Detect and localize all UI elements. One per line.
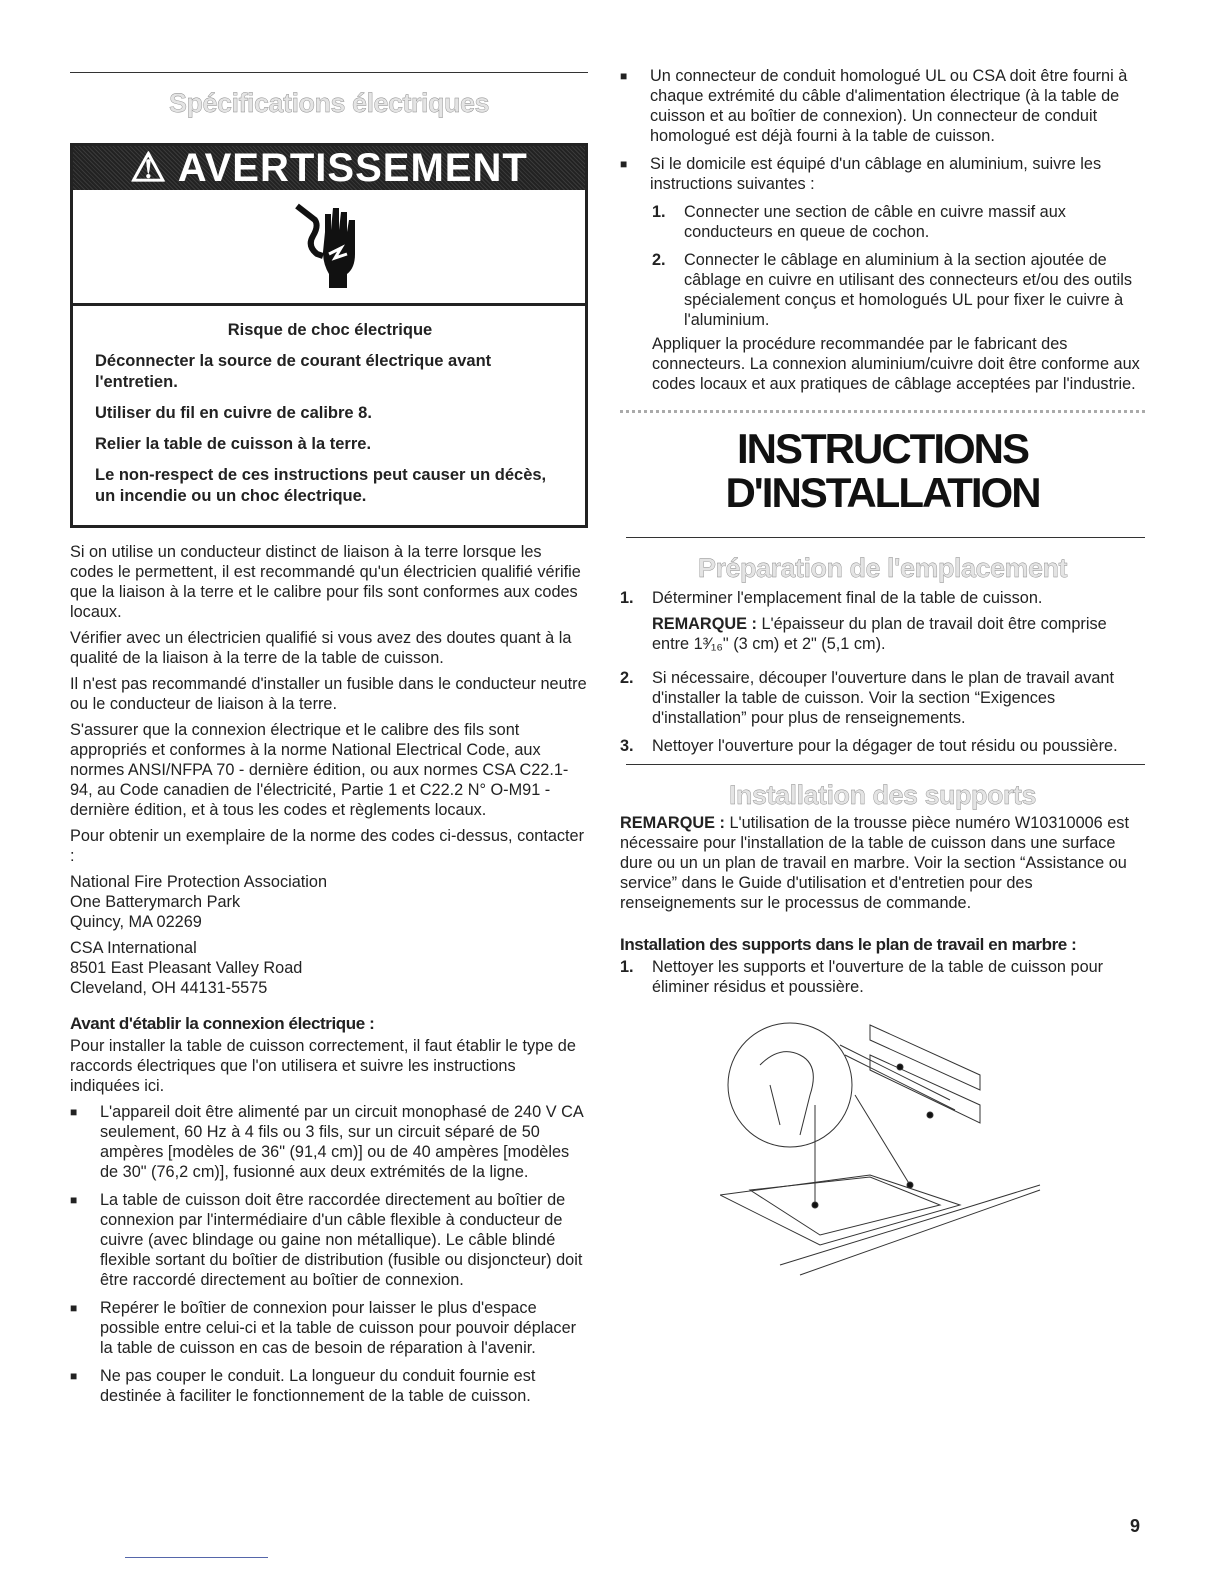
address-line: Quincy, MA 02269 — [70, 913, 202, 931]
note-text: L'épaisseur du plan de travail doit être comprise entre 1³⁄₁₆" (3 cm) et 2" (5,1 cm). — [652, 615, 1107, 653]
note-label: REMARQUE : — [620, 814, 725, 832]
bracket-installation-illustration — [720, 1005, 1145, 1290]
bullet-text: Ne pas couper le conduit. La longueur du conduit fournie est destinée à faciliter le fonctionnement de la table de cuisson. — [100, 1367, 536, 1405]
bullet-text: Si le domicile est équipé d'un câblage en aluminium, suivre les instructions suivantes : — [650, 155, 1102, 193]
paragraph: Il n'est pas recommandé d'installer un fusible dans le conducteur neutre ou le conducteur de liaison à la terre. — [70, 675, 587, 713]
title-line: INSTRUCTIONS — [737, 425, 1028, 472]
divider — [70, 72, 588, 73]
warning-header — [73, 146, 585, 190]
bullet-text: La table de cuisson doit être raccordée directement au boîtier de connexion par l'intermédiaire d'un câble flexible à conducteur de cuivre (avec blindage ou gaine non métallique). Le câble blindé flexible sortant du boîtier de distribution (fusible ou disjoncteur) doit être raccordé directement au boîtier de connexion. — [100, 1191, 583, 1289]
address-line: CSA International — [70, 939, 197, 957]
footer-line — [125, 1557, 268, 1558]
warning-subtitle: Risque de choc électrique — [227, 321, 433, 339]
bullet-icon: ■ — [70, 1105, 78, 1119]
warning-triangle-icon: ⚠ — [130, 146, 168, 190]
paragraph: Si on utilise un conducteur distinct de liaison à la terre lorsque les codes le permettent, il est recommandé qu'un électricien qualifié vérifie que la liaison à la terre et le calibre pour fils sont conformes aux codes locaux. — [70, 543, 581, 621]
note-label: REMARQUE : — [652, 615, 757, 633]
title-line: D'INSTALLATION — [725, 469, 1040, 516]
step-number: 2. — [652, 251, 666, 269]
warning-text — [73, 306, 585, 525]
page-number: 9 — [1130, 1516, 1141, 1536]
warning-line: Utiliser du fil en cuivre de calibre 8. — [95, 404, 372, 422]
right-column — [620, 66, 1145, 1290]
paragraph: Appliquer la procédure recommandée par le fabricant des connecteurs. La connexion aluminium/cuivre doit être conforme aux codes locaux et aux pratiques de câblage acceptées par l'industrie. — [652, 335, 1140, 393]
bullet-icon: ■ — [70, 1369, 78, 1383]
note-text: L'utilisation de la trousse pièce numéro W10310006 est nécessaire pour l'installation de la table de cuisson dans une surface dure ou un un plan de travail en marbre. Voir la section “Assistance ou service” dans le Guide d'utilisation et d'entretien pour des renseignements sur le processus de commande. — [620, 814, 1129, 912]
warning-line: Relier la table de cuisson à la terre. — [95, 435, 372, 453]
warning-line: Le non-respect de ces instructions peut causer un décès, un incendie ou un choc électrique. — [95, 466, 547, 505]
step-text: Si nécessaire, découper l'ouverture dans le plan de travail avant d'installer la table de cuisson. Voir la section “Exigences d'installation” pour plus de renseignements. — [652, 669, 1114, 727]
subheading: Installation des supports dans le plan de travail en marbre : — [620, 935, 1077, 954]
address-line: 8501 East Pleasant Valley Road — [70, 959, 303, 977]
address-nfpa — [70, 872, 588, 932]
bullet-icon: ■ — [620, 157, 628, 171]
paragraph: Vérifier avec un électricien qualifié si vous avez des doutes quant à la qualité de la liaison à la terre de la table de cuisson. — [70, 629, 572, 667]
list-item — [70, 1102, 588, 1182]
address-csa — [70, 938, 588, 998]
bullet-icon: ■ — [70, 1301, 78, 1315]
step-text: Connecter une section de câble en cuivre massif aux conducteurs en queue de cochon. — [684, 203, 1066, 241]
subheading: Avant d'établir la connexion électrique : — [70, 1014, 375, 1033]
list-item — [652, 202, 1145, 242]
paragraph: Pour obtenir un exemplaire de la norme des codes ci-dessus, contacter : — [70, 827, 585, 865]
electric-shock-hand-icon — [73, 190, 585, 306]
list-item — [70, 1298, 588, 1358]
paragraph: S'assurer que la connexion électrique et le calibre des fils sont appropriés et conformes à la norme National Electrical Code, aux normes ANSI/NFPA 70 - dernière édition, ou aux normes CSA C22.1-94, au Code canadien de l'électricité, Partie 1 et C22.2 N° O-M91 - dernière édition, et à tous les codes et règlements locaux. — [70, 721, 569, 819]
section-title: Préparation de l'emplacement — [697, 553, 1068, 583]
list-item — [652, 250, 1145, 330]
step-text: Déterminer l'emplacement final de la table de cuisson. — [652, 589, 1043, 607]
warning-box — [70, 143, 588, 528]
list-item — [620, 66, 1145, 146]
step-text: Nettoyer les supports et l'ouverture de la table de cuisson pour éliminer résidus et poussière. — [652, 958, 1104, 996]
list-item — [620, 588, 1145, 660]
warning-label: AVERTISSEMENT — [177, 146, 528, 190]
list-item — [620, 668, 1145, 728]
address-line: National Fire Protection Association — [70, 873, 328, 891]
warning-line: Déconnecter la source de courant électrique avant l'entretien. — [95, 352, 492, 391]
step-text: Connecter le câblage en aluminium à la section ajoutée de câblage en cuivre en utilisant des connecteurs et/ou des outils spécialement conçus et homologués UL pour fixer le cuivre à l'aluminium. — [684, 251, 1133, 329]
main-title — [620, 427, 1145, 515]
divider — [626, 537, 1145, 538]
list-item — [620, 957, 1145, 997]
address-line: Cleveland, OH 44131-5575 — [70, 979, 268, 997]
bullet-text: Un connecteur de conduit homologué UL ou CSA doit être fourni à chaque extrémité du câble d'alimentation électrique (à la table de cuisson et au boîtier de connexion). Un connecteur de conduit homologué est déjà fourni à la table de cuisson. — [650, 67, 1128, 145]
list-item — [620, 154, 1145, 194]
list-item — [70, 1190, 588, 1290]
left-column — [70, 72, 588, 1414]
bullet-icon: ■ — [70, 1193, 78, 1207]
step-text: Nettoyer l'ouverture pour la dégager de tout résidu ou poussière. — [652, 737, 1118, 755]
section-title: Installation des supports — [728, 780, 1037, 810]
dotted-divider — [620, 410, 1145, 413]
bullet-text: Repérer le boîtier de connexion pour laisser le plus d'espace possible entre celui-ci et la table de cuisson pour pouvoir déplacer la table de cuisson en cas de besoin de réparation à l'avenir. — [100, 1299, 577, 1357]
list-item — [70, 1366, 588, 1406]
step-number: 1. — [620, 589, 634, 607]
step-number: 2. — [620, 669, 634, 687]
step-number: 1. — [620, 958, 634, 976]
intro: Pour installer la table de cuisson correctement, il faut établir le type de raccords électriques que l'on utilisera et suivre les instructions indiquées ici. — [70, 1037, 576, 1095]
section-title: Spécifications électriques — [168, 88, 490, 118]
bullet-text: L'appareil doit être alimenté par un circuit monophasé de 240 V CA seulement, 60 Hz à 4 fils ou 3 fils, sur un circuit séparé de 50 ampères [modèles de 36" (91,4 cm)] ou de 40 ampères [modèles de 30" (76,2 cm)], fusionné aux deux extrémités de la ligne. — [100, 1103, 583, 1181]
divider — [626, 764, 1145, 765]
step-number: 1. — [652, 203, 666, 221]
address-line: One Batterymarch Park — [70, 893, 241, 911]
list-item — [620, 736, 1145, 756]
bullet-icon: ■ — [620, 69, 628, 83]
step-number: 3. — [620, 737, 634, 755]
